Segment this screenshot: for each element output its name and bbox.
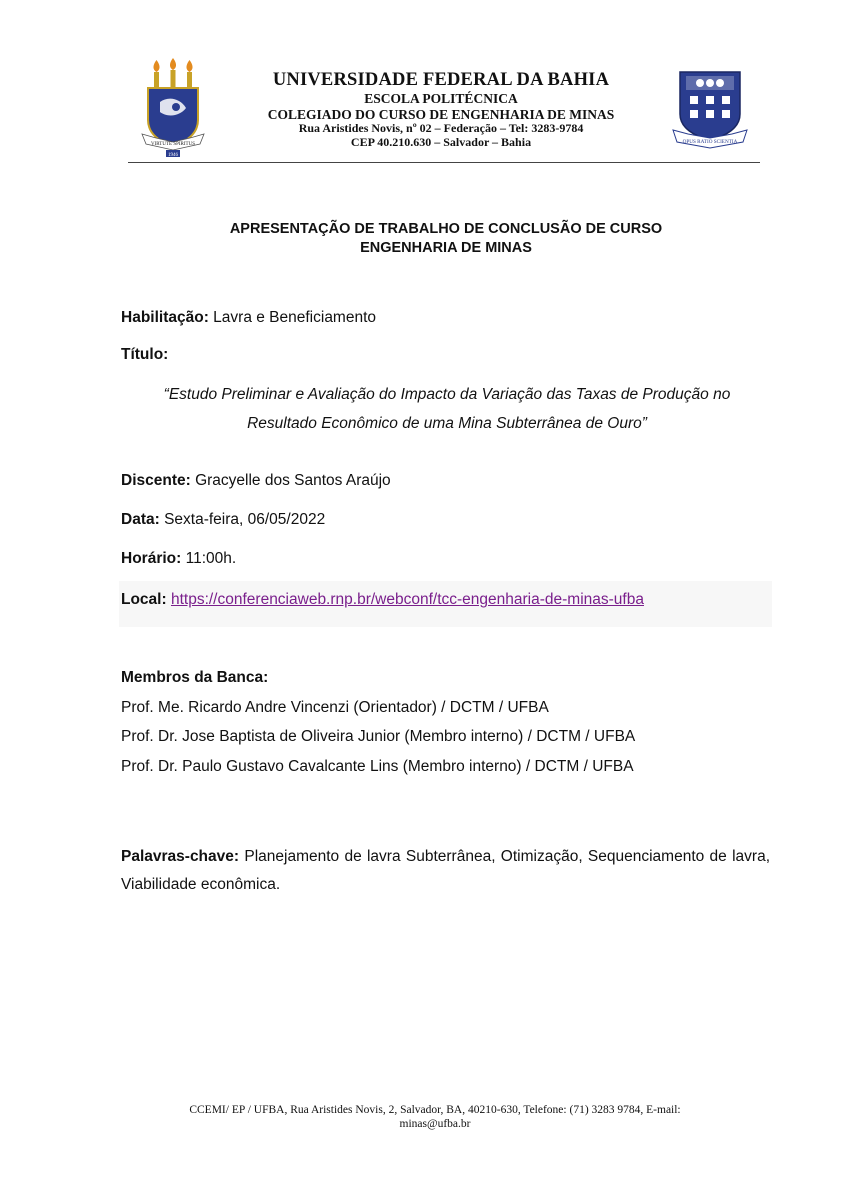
habilitacao-label: Habilitação: — [121, 309, 209, 326]
torch-icon — [153, 60, 159, 88]
banca-member: Prof. Dr. Jose Baptista de Oliveira Junior (Membro interno) / DCTM / UFBA — [121, 728, 636, 745]
discente-value: Gracyelle dos Santos Araújo — [190, 472, 391, 489]
local-row — [121, 590, 644, 610]
university-name: UNIVERSIDADE FEDERAL DA BAHIA — [272, 70, 610, 90]
banca-member: Prof. Dr. Paulo Gustavo Cavalcante Lins (Membro interno) / DCTM / UFBA — [121, 758, 634, 775]
footer-line-1: CCEMI/ EP / UFBA, Rua Aristides Novis, 2, Salvador, BA, 40210-630, Telefone: (71) 3283 9784, E-mail: — [189, 1104, 681, 1116]
discente-row — [121, 471, 391, 491]
torch-icon — [186, 60, 192, 88]
letterhead-text — [218, 70, 664, 150]
crest-year: 1946 — [168, 153, 178, 158]
address-line-2: CEP 40.210.630 – Salvador – Bahia — [350, 135, 532, 150]
title-line-2: ENGENHARIA DE MINAS — [360, 240, 532, 256]
keywords-value: Planejamento de lavra Subterrânea, Otimização, Sequenciamento de lavra, Viabilidade econômica. — [121, 848, 770, 893]
colegiado-name: COLEGIADO DO CURSO DE ENGENHARIA DE MINAS — [267, 106, 615, 122]
torch-icon — [170, 58, 176, 88]
title-line-1: APRESENTAÇÃO DE TRABALHO DE CONCLUSÃO DE CURSO — [229, 221, 663, 237]
banca-heading — [121, 668, 268, 688]
document-title — [120, 220, 772, 258]
ufba-crest-icon — [140, 58, 206, 158]
local-label: Local: — [121, 591, 167, 608]
address-line-1: Rua Aristides Novis, nº 02 – Federação – Tel: 3283-9784 — [298, 121, 584, 136]
horario-value: 11:00h. — [181, 550, 237, 567]
habilitacao-row — [121, 308, 376, 328]
data-label: Data: — [121, 511, 160, 528]
titulo-label: Título: — [121, 346, 169, 363]
conference-link[interactable]: https://conferenciaweb.rnp.br/webconf/tcc-engenharia-de-minas-ufba — [170, 591, 644, 608]
discente-label: Discente: — [121, 472, 191, 489]
keywords-paragraph — [121, 843, 770, 899]
data-value: Sexta-feira, 06/05/2022 — [159, 511, 326, 528]
page-footer — [130, 1103, 740, 1131]
footer-line-2: minas@ufba.br — [399, 1118, 471, 1130]
banca-member: Prof. Me. Ricardo Andre Vincenzi (Orientador) / DCTM / UFBA — [121, 699, 549, 716]
keywords-label: Palavras-chave: — [121, 848, 240, 865]
horario-label: Horário: — [121, 550, 182, 567]
habilitacao-value: Lavra e Beneficiamento — [208, 309, 377, 326]
school-name: ESCOLA POLITÉCNICA — [364, 91, 518, 107]
thesis-title — [121, 380, 773, 438]
thesis-title-line-2: Resultado Econômico de uma Mina Subterrânea de Ouro” — [247, 415, 647, 432]
horario-row — [121, 549, 236, 569]
letterhead — [128, 56, 760, 164]
escola-politecnica-crest-icon — [672, 68, 748, 150]
header-divider — [128, 162, 760, 163]
crest-motto: OPUS RATIO SCIENTIA — [682, 139, 738, 145]
banca-label: Membros da Banca: — [121, 669, 269, 686]
crest-motto: VIRTUTE SPIRITUS — [150, 142, 196, 147]
titulo-row — [121, 345, 168, 365]
thesis-title-line-1: “Estudo Preliminar e Avaliação do Impacto da Variação das Taxas de Produção no — [163, 386, 731, 403]
data-row — [121, 510, 325, 530]
